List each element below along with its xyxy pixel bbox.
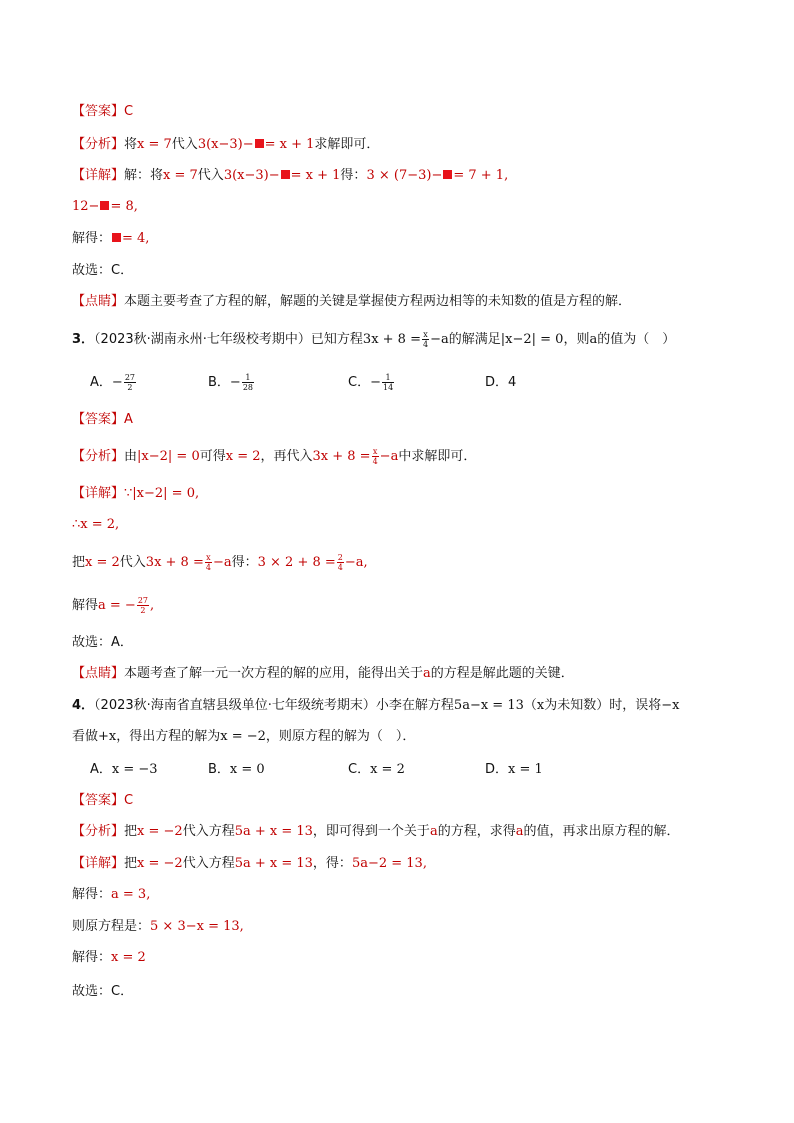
text: 把: [124, 824, 138, 839]
q4-option-a: [90, 760, 158, 780]
math: 12−: [72, 199, 100, 214]
numerator: 27: [137, 596, 149, 605]
text: 故选：A．: [72, 635, 133, 650]
fraction: [137, 596, 149, 615]
numerator: x: [206, 553, 211, 562]
text: 已知方程: [310, 332, 363, 347]
option-label: B．: [208, 375, 230, 390]
math: |x−2| = 0,: [132, 486, 200, 501]
q4-option-d: [485, 760, 543, 780]
math: −a: [379, 449, 399, 464]
answer-value: C: [124, 793, 134, 808]
analysis-tag: 【分析】: [72, 137, 125, 152]
fraction: [422, 330, 429, 349]
text: 代入: [119, 555, 146, 570]
text: 的解满足: [448, 332, 501, 347]
math: a: [423, 666, 431, 681]
text: 由: [124, 449, 138, 464]
numerator: 27: [124, 373, 135, 382]
math: x = 2,: [80, 517, 120, 532]
math: a: [589, 332, 598, 347]
text: 求解即可．: [314, 137, 380, 152]
text: 为未知数）时，误将: [544, 698, 662, 713]
q3-option-d: [485, 373, 516, 393]
text: 本题考查了解一元一次方程的解的应用，能得出关于: [124, 666, 424, 681]
q4-original-line: [72, 917, 244, 937]
math: = 7 + 1,: [453, 168, 509, 183]
denominator: 14: [382, 383, 394, 392]
text: ，则原方程的解为（ ）．: [265, 729, 416, 744]
numerator: x: [372, 447, 378, 456]
q4-stem-line-2: [72, 727, 415, 747]
text: ，再代入: [260, 449, 313, 464]
red-square-icon: [100, 201, 109, 210]
denominator: 2: [140, 606, 146, 615]
comment-tag: 【点睛】: [72, 294, 125, 309]
q4-stem-line-1: [72, 696, 679, 716]
option-label: A．: [90, 762, 112, 777]
red-square-icon: [443, 170, 452, 179]
math: = x + 1: [264, 137, 315, 152]
text: 把: [124, 856, 138, 871]
q4-choose-line: [72, 982, 133, 1002]
q3-therefore-line: [72, 515, 119, 535]
answer-value: A: [124, 412, 133, 427]
denominator: 4: [372, 457, 378, 466]
q2-solve-line: [72, 229, 149, 249]
numerator: 1: [382, 373, 394, 383]
question-source: （2023秋·海南省直辖县级单位·七年级统考期末）: [94, 698, 376, 713]
math: 5 × 3−x = 13,: [150, 919, 244, 934]
text: 代入: [197, 168, 224, 183]
math: 3x + 8 =: [362, 332, 421, 347]
math: x = 1: [508, 762, 543, 777]
denominator: 4: [337, 563, 343, 572]
analysis-tag: 【分析】: [72, 449, 125, 464]
denominator: 4: [422, 340, 429, 349]
answer-tag: 【答案】: [72, 104, 125, 119]
math: −a,: [344, 555, 368, 570]
q3-sub-line: [72, 553, 368, 573]
question-number: 3．: [72, 332, 95, 347]
text: 中求解即可．: [398, 449, 477, 464]
math: x = −2: [137, 824, 183, 839]
therefore-icon: ∴: [72, 517, 81, 532]
math: −: [111, 375, 123, 390]
text: 的值为（ ）: [597, 332, 676, 347]
red-square-icon: [281, 170, 290, 179]
math: 5a + x = 13: [234, 824, 313, 839]
text: 将: [124, 137, 138, 152]
text: 看做: [72, 729, 99, 744]
math: = 8,: [110, 199, 138, 214]
q3-comment-line: [72, 664, 574, 684]
fraction: [372, 447, 379, 466]
math: x: [536, 698, 545, 713]
math: 3 × (7−3)−: [366, 168, 443, 183]
math: −x: [661, 698, 680, 713]
q2-choose-line: [72, 261, 133, 281]
text: 代入方程: [182, 856, 235, 871]
text: 则原方程是：: [72, 919, 151, 934]
text: 把: [72, 555, 86, 570]
math: −: [370, 375, 381, 390]
detail-tag: 【详解】: [72, 856, 125, 871]
math: x = 2: [111, 950, 146, 965]
q3-option-c: [348, 373, 395, 393]
math: = x + 1: [290, 168, 341, 183]
text: 故选：C．: [72, 263, 134, 278]
math: 5a−x = 13: [453, 698, 524, 713]
denominator: 28: [242, 383, 254, 392]
text: 故选：C．: [72, 984, 134, 999]
option-label: C．: [348, 375, 371, 390]
math: |x−2| = 0: [137, 449, 200, 464]
text: 解得：: [72, 887, 112, 902]
fraction: [205, 553, 212, 572]
analysis-tag: 【分析】: [72, 824, 125, 839]
q4-solve2-line: [72, 948, 146, 968]
text: 本题主要考查了方程的解，解题的关键是掌握使方程两边相等的未知数的值是方程的解．: [124, 294, 632, 309]
math: a: [515, 824, 524, 839]
option-label: A．: [90, 375, 112, 390]
text: 的值，再求出原方程的解．: [523, 824, 680, 839]
math: |x−2| = 0: [500, 332, 564, 347]
math: 3x + 8 =: [145, 555, 204, 570]
text: ，得出方程的解为: [116, 729, 221, 744]
fraction: [337, 553, 344, 572]
math: a = −: [98, 598, 136, 613]
fraction: [124, 373, 136, 392]
denominator: 4: [205, 563, 211, 572]
math: 3 × 2 + 8 =: [257, 555, 336, 570]
detail-tag: 【详解】: [72, 168, 125, 183]
text: 解得: [72, 598, 99, 613]
math: a = 3,: [111, 887, 151, 902]
q3-solve-line: [72, 596, 154, 616]
math: 3x + 8 =: [312, 449, 371, 464]
math: −a: [430, 332, 449, 347]
q3-detail-line: [72, 484, 199, 504]
math: x = 7: [163, 168, 198, 183]
q2-answer-line: [72, 102, 133, 122]
red-square-icon: [255, 139, 264, 148]
answer-value: C: [124, 104, 134, 119]
math: x = −2: [220, 729, 266, 744]
question-source: （2023秋·湖南永州·七年级校考期中）: [94, 332, 311, 347]
q2-analysis-line: [72, 135, 379, 155]
q4-answer-line: [72, 791, 133, 811]
text: 解：将: [124, 168, 164, 183]
math: a: [429, 824, 438, 839]
fraction: [242, 373, 254, 392]
math: 5a−2 = 13,: [351, 856, 427, 871]
q4-option-c: [348, 760, 405, 780]
comment-tag: 【点睛】: [72, 666, 125, 681]
math: +x: [98, 729, 117, 744]
option-label: D．4: [485, 375, 517, 390]
text: 解得：: [72, 231, 112, 246]
math: x = 2: [370, 762, 405, 777]
math: −: [229, 375, 241, 390]
answer-tag: 【答案】: [72, 793, 125, 808]
text: （: [523, 698, 537, 713]
text: 得：: [340, 168, 367, 183]
q2-detail-line: [72, 166, 508, 186]
math: = 4,: [122, 231, 150, 246]
question-number: 4．: [72, 698, 95, 713]
text: 代入: [171, 137, 198, 152]
math: 3(x−3)−: [197, 137, 254, 152]
text: 可得: [199, 449, 226, 464]
numerator: 2: [337, 553, 343, 562]
text: 小李在解方程: [375, 698, 454, 713]
numerator: 1: [242, 373, 254, 383]
option-label: D．: [485, 762, 509, 777]
option-label: C．: [348, 762, 371, 777]
q3-choose-line: [72, 633, 133, 653]
text: 解得：: [72, 950, 112, 965]
math: 5a + x = 13: [234, 856, 313, 871]
text: 得：: [231, 555, 258, 570]
q4-option-b: [208, 760, 265, 780]
q3-option-b: [208, 373, 255, 393]
text: ，则: [563, 332, 590, 347]
because-icon: ∵: [124, 486, 133, 501]
math: x = 2: [225, 449, 261, 464]
q3-answer-line: [72, 410, 133, 430]
text: 的方程是解此题的关键．: [430, 666, 574, 681]
text: 代入方程: [182, 824, 235, 839]
math: x = −3: [111, 762, 158, 777]
math: x = 0: [229, 762, 265, 777]
fraction: [382, 373, 394, 392]
q4-detail-line: [72, 854, 427, 874]
q2-comment-line: [72, 292, 631, 312]
q2-step-line: [72, 197, 138, 217]
text: ，得：: [312, 856, 352, 871]
q3-stem-line: [72, 330, 675, 350]
math: −a: [212, 555, 232, 570]
q4-solve-line: [72, 885, 150, 905]
math: 3(x−3)−: [223, 168, 280, 183]
q4-analysis-line: [72, 822, 680, 842]
q3-option-a: [90, 373, 137, 393]
text: 的方程，求得: [437, 824, 516, 839]
text: ，即可得到一个关于: [312, 824, 430, 839]
math: x = 7: [137, 137, 172, 152]
option-label: B．: [208, 762, 230, 777]
numerator: x: [423, 330, 428, 339]
math: ,: [150, 598, 155, 613]
answer-tag: 【答案】: [72, 412, 125, 427]
math: x = 2: [85, 555, 120, 570]
denominator: 2: [127, 383, 133, 392]
q3-analysis-line: [72, 447, 476, 467]
red-square-icon: [112, 233, 121, 242]
detail-tag: 【详解】: [72, 486, 125, 501]
math: x = −2: [137, 856, 183, 871]
